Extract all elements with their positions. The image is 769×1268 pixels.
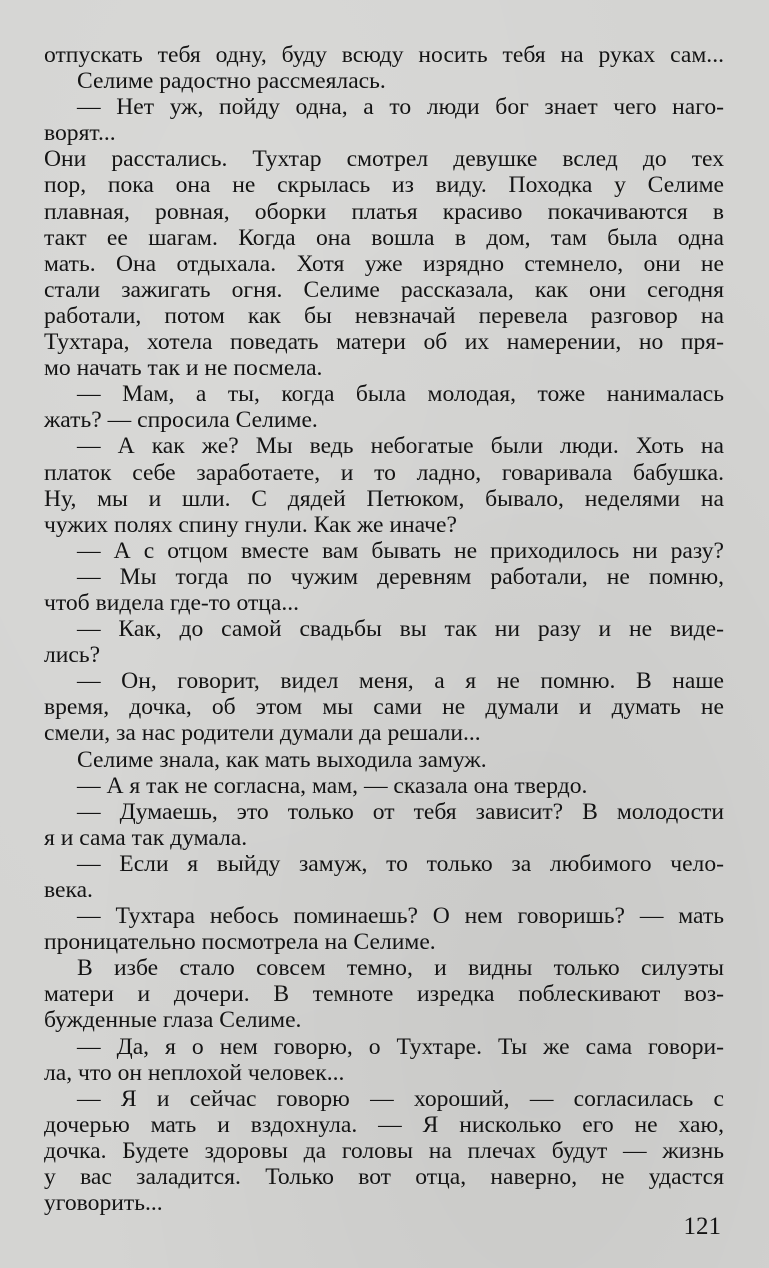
text-line: у вас заладится. Только вот отца, наверно, не удастся: [44, 1164, 724, 1191]
text-line: дочка. Будете здоровы да головы на плечах будут — жизнь: [44, 1137, 724, 1164]
text-line: ла, что он неплохой человек...: [44, 1059, 345, 1086]
text-line: мо начать так и не посмела.: [44, 355, 323, 382]
text-line: — Как, до самой свадьбы вы так ни разу и не виде-: [77, 616, 724, 643]
text-line: время, дочка, об этом мы сами не думали и думать не: [44, 694, 724, 721]
text-line: работали, потом как бы невзначай перевела разговор на: [44, 302, 724, 329]
text-line: отпускать тебя одну, буду всюду носить тебя на руках сам...: [44, 42, 724, 68]
text-line: ворят...: [44, 120, 116, 147]
text-line: — Я и сейчас говорю — хороший, — согласилась с: [77, 1085, 724, 1112]
text-line: матери и дочери. В темноте изредка поблескивают воз-: [44, 981, 724, 1008]
text-line: проницательно посмотрела на Селиме.: [44, 929, 436, 956]
text-line: Селиме радостно рассмеялась.: [77, 68, 386, 95]
text-line: века.: [44, 877, 93, 903]
text-line: чужих полях спину гнули. Как же иначе?: [44, 511, 457, 538]
text-line: чтоб видела где-то отца...: [44, 589, 300, 616]
text-line: лись?: [44, 642, 101, 669]
text-line: Они расстались. Тухтар смотрел девушке вслед до тех: [44, 146, 724, 173]
text-line: — Думаешь, это только от тебя зависит? В молодости: [77, 798, 724, 825]
text-line: пор, пока она не скрылась из виду. Походка у Селиме: [44, 172, 724, 199]
text-line: — Да, я о нем говорю, о Тухтаре. Ты же сама говори-: [77, 1033, 724, 1060]
text-line: В избе стало совсем темно, и видны только силуэты: [77, 955, 724, 982]
text-line: платок себе заработаете, и то ладно, говаривала бабушка.: [44, 459, 724, 486]
text-line: — Тухтара небось поминаешь? О нем говоришь? — мать: [77, 903, 724, 930]
text-line: жать? — спросила Селиме.: [44, 407, 318, 434]
text-line: смели, за нас родители думали да решали...: [44, 720, 481, 747]
text-line: Ну, мы и шли. С дядей Петюком, бывало, неделями на: [44, 485, 724, 512]
text-line: плавная, ровная, оборки платья красиво покачиваются в: [44, 198, 724, 225]
text-line: я и сама так думала.: [44, 824, 248, 851]
text-line: — А как же? Мы ведь небогатые были люди. Хоть на: [77, 433, 724, 460]
text-line: — Нет уж, пойду одна, а то люди бог знает чего наго-: [77, 94, 724, 121]
text-line: дочерью мать и вздохнула. — Я нисколько его не хаю,: [44, 1111, 724, 1138]
text-line: — Мам, а ты, когда была молодая, тоже нанималась: [77, 381, 724, 408]
text-line: Селиме знала, как мать выходила замуж.: [77, 746, 487, 773]
text-line: бужденные глаза Селиме.: [44, 1007, 302, 1034]
text-line: — Он, говорит, видел меня, а я не помню. В наше: [77, 668, 724, 695]
text-line: уговорить...: [44, 1190, 163, 1217]
text-line: такт ее шагам. Когда она вошла в дом, там была одна: [44, 224, 724, 251]
text-line: — А с отцом вместе вам бывать не приходилось ни разу?: [77, 537, 724, 564]
text-line: стали зажигать огня. Селиме рассказала, как они сегодня: [44, 276, 724, 303]
page-body-text: [44, 42, 724, 1216]
page-number: 121: [683, 1213, 721, 1240]
text-line: — Если я выйду замуж, то только за любимого чело-: [77, 850, 724, 877]
text-line: Тухтара, хотела поведать матери об их намерении, но пря-: [44, 329, 724, 356]
text-line: — Мы тогда по чужим деревням работали, не помню,: [77, 563, 724, 590]
text-line: мать. Она отдыхала. Хотя уже изрядно стемнело, они не: [44, 250, 724, 277]
text-line: — А я так не согласна, мам, — сказала она твердо.: [77, 772, 588, 799]
